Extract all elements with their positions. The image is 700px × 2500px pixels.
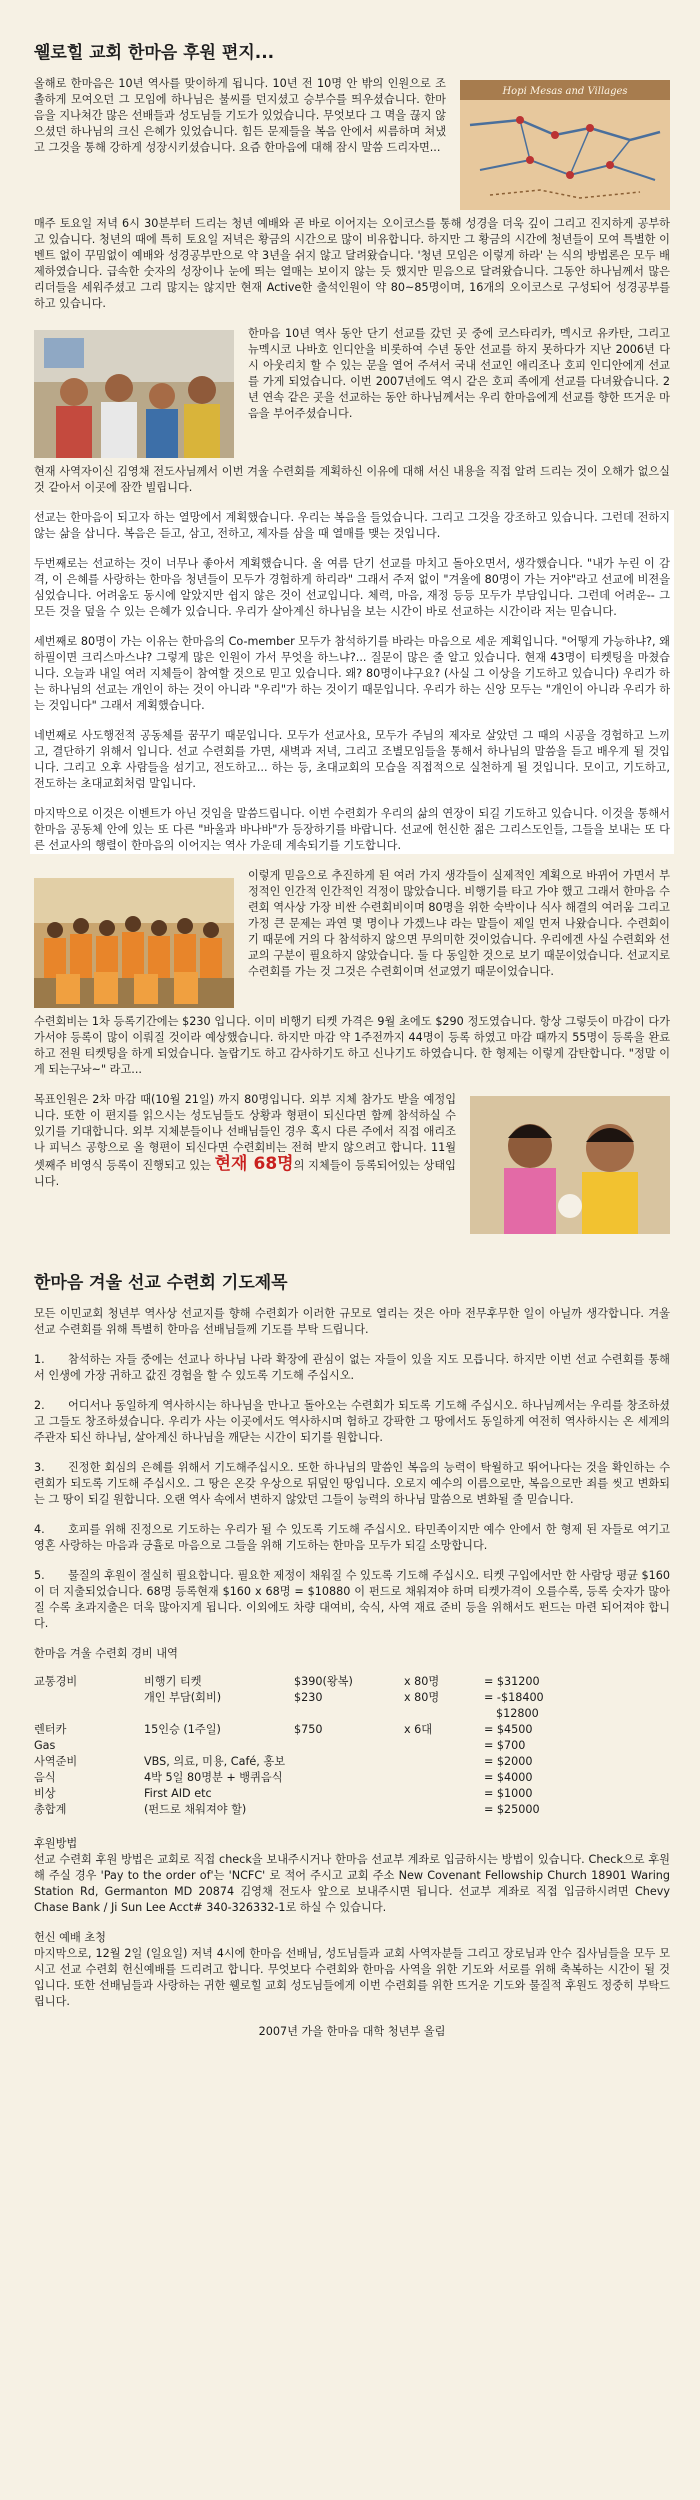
prayer-intro: 모든 이민교회 청년부 역사상 선교지를 향해 수련회가 이러한 규모로 열리는 것은 아마 전무후무한 일이 아닐까 생각합니다. 겨울 선교 수련회를 위해 특별히 한마음 선배님들께 기도를 부탁 드립니다.	[34, 1307, 670, 1336]
quote-reason-3: 세번째로 80명이 가는 이유는 한마음의 Co-member 모두가 참석하기를 바라는 마음으로 세운 계획입니다. "어떻게 가능하냐?, 왜 하필이면 크리스마스냐? 그렇게 많은 인원이 가서 무엇을 하느냐?... 질문이 많은 줄 알고 있습니다. 현재 43명이 티켓팅을 마쳤습니다. 오늘과 내일 여러 지체들이 참여할 것으로 믿고 있습니다. 왜? 80명이냐구요? (사실 그 이상을 기도하고 있습니다) 우리가 하는 하나님의 선교는 개인이 하는 것이 아니라 "우리"가 하는 것이기 때문입니다. 우리가 하는 신앙 모두는 "개인이 아니라 우리가 하는 것입니다" 그래서 계획했습니다.	[34, 635, 670, 712]
table-row: 사역준비 VBS, 의료, 미용, Café, 홍보 = $2000	[34, 1755, 533, 1768]
letter-intro-paragraph: 현재 사역자이신 김영채 전도사님께서 이번 겨울 수련회를 계획하신 이유에 대해 서신 내용을 직접 알려 드리는 것이 오해가 없으실 것 같아서 이곳에 잠깐 빌립니다.	[34, 465, 670, 494]
quote-reason-4: 네번째로 사도행전적 공동체를 꿈꾸기 때문입니다. 모두가 선교사요, 모두가 주님의 제자로 살았던 그 때의 시공을 경험하고 느끼고, 결단하기 위해서 입니다. 선교 수련회를 가면, 새벽과 저녁, 그리고 조별모임들을 통해서 하나님의 말씀을 듣고 배우게 될 것입니다. 그리고 오후 사람들을 섬기고, 전도하고... 하는 등, 초대교회의 모습을 직접적으로 실천하게 될 것입니다. 모이고, 기도하고, 전도하는 초대교회처럼 말입니다.	[34, 729, 670, 790]
quote-reason-5: 마지막으로 이것은 이벤트가 아닌 것임을 말씀드립니다. 이번 수련회가 우리의 삶의 연장이 되길 기도하고 있습니다. 이것을 통해서 한마음 공동체 안에 있는 또 다른 "바울과 바나바"가 등장하기를 바랍니다. 선교에 헌신한 젊은 그리스도인들, 그들을 보내는 또 다른 선교사의 행렬이 한마음의 이어지는 역사 가운데 계속되기를 기도합니다.	[34, 807, 670, 852]
budget-total-row: 총합계 (펀드로 채워져야 할) = $25000	[34, 1803, 540, 1816]
signature-line: 2007년 가을 한마음 대학 청년부 올림	[258, 2025, 446, 2038]
mission-history-paragraph: 한마음 10년 역사 동안 단기 선교를 갔던 곳 중에 코스타리카, 멕시코 유카탄, 그리고 뉴멕시코 나바호 인디안을 비롯하여 수년 동안 선교를 하지 못하다가 지난 2006년 다시 아웃리치 할 수 있는 문을 열어 주셔서 국내 선교인 애리조나 호피 인디안에게 선교를 가게 되었습니다. 이번 2007년에도 역시 같은 호피 족에게 선교를 다녀왔습니다. 2년 연속 같은 곳을 선교하는 동안 하나님께서는 우리 한마음에게 선교를 향한 뜨거운 마음을 부어주셨습니다.	[248, 327, 670, 420]
prayer-item: 3. 진정한 회심의 은혜를 위해서 기도해주십시오. 또한 하나님의 말씀인 복음의 능력이 탁월하고 뛰어나다는 것을 확인하는 수련회가 되도록 기도해 주십시오. 그 땅은 온갖 우상으로 뒤덮인 땅입니다. 오로지 예수의 이름으로만, 복음으로만 죄를 씻고 변화되는 그 땅이 되길 원합니다. 오랜 역사 속에서 변하지 않았던 그들이 능력의 하나님 말씀으로 변화될 줄 믿습니다.	[34, 1461, 670, 1506]
worship-text: 마지막으로, 12월 2일 (일요일) 저녁 4시에 한마음 선배님, 성도님들과 교회 사역자분들 그리고 장로님과 안수 집사님들을 모두 모시고 선교 수련회 헌신예배를 드리려고 합니다. 무엇보다 수련회와 한마음 사역을 위한 기도와 서로를 위해 축복하는 시간이 될 것입니다. 또한 선배님들과 사랑하는 귀한 웰로힐 교회 성도님들에게 이번 수련회를 위한 뜨거운 기도와 물질적 후원도 정중히 부탁드립니다.	[34, 1947, 670, 2008]
quote-reason-2: 두번째로는 선교하는 것이 너무나 좋아서 계획했습니다. 올 여름 단기 선교를 마치고 돌아오면서, 생각했습니다. "내가 누린 이 감격, 이 은혜를 사랑하는 한마음 청년들이 모두가 경험하게 하리라" 그래서 주저 없이 "겨울에 80명이 가는 거야"라고 선교에 비젼을 심었습니다. 어려움도 동시에 알았지만 쉽지 않은 것이 선교입니다. 체력, 마음, 재정 등등 모두가 부담입니다. 그런데 어려운-- 그 모든 것을 덮을 수 있는 은혜가 있습니다. 우리가 살아계신 하나님을 보는 시간이 바로 선교하는 시간이라 저는 믿습니다.	[34, 557, 670, 618]
support-title: 후원방법	[34, 1837, 78, 1850]
prayer-item: 5. 물질의 후원이 절실히 필요합니다. 필요한 제정이 채워질 수 있도록 기도해 주십시오. 티켓 구입에서만 한 사람당 평균 $160이 더 지출되었습니다. 68명 등록현재 $160 x 68명 = $10880 이 펀드로 채워져야 하며 티켓가격이 오를수록, 등록 숫자가 많아질 수록 초과지출은 더욱 많아지게 됩니다. 이외에도 차량 대여비, 숙식, 사역 재료 준비 등을 위해서도 펀드는 마련 되어져야 합니다.	[34, 1569, 670, 1630]
count-prefix: 현재	[214, 1154, 254, 1174]
table-row: 개인 부담(회비) $230 x 80명 = -$18400	[144, 1691, 544, 1704]
budget-table	[34, 1674, 574, 1818]
pastor-letter-quote	[30, 510, 674, 854]
page-title: 웰로힐 교회 한마음 후원 편지...	[34, 43, 275, 63]
prayer-section-title: 한마음 겨울 선교 수련회 기도제목	[34, 1273, 288, 1293]
worship-title: 헌신 예배 초청	[34, 1931, 106, 1944]
hopi-children-photo	[34, 330, 234, 458]
table-row: 음식 4박 5일 80명분 + 뱅퀴음식 = $4000	[34, 1771, 533, 1784]
count-suffix: 의 지체들이 등록되어있는 상태입니다.	[34, 1159, 456, 1188]
table-row: 비상 First AID etc = $1000	[34, 1787, 533, 1800]
budget-title: 한마음 겨울 수련회 경비 내역	[34, 1647, 178, 1660]
fee-paragraph: 수련회비는 1차 등록기간에는 $230 입니다. 이미 비행기 티켓 가격은 9월 초에도 $290 정도였습니다. 항상 그렇듯이 마감이 다가가서야 등록이 많이 이뤄질 것이라 예상했습니다. 하지만 마감 약 1주전까지 44명이 등록 하였고 마감 때까지 55명이 등록을 완료하고 전원 티켓팅을 하게 되었습니다. 놀랍기도 하고 감사하기도 하고 신나기도 하였습니다. 한 형제는 이렇게 감탄합니다. "정말 이게 되는구놔~" 라고...	[34, 1015, 670, 1076]
registration-text: 목표인원은 2차 마감 때(10월 21일) 까지 80명입니다. 외부 지체 참가도 받을 예정입니다. 또한 이 편지를 읽으시는 성도님들도 상황과 형편이 되신다면 함께 참석하실 수 있기를 기대합니다. 외부 지체분들이나 선배님들인 경우 혹시 다른 주에서 직접 애리조나 피닉스 공항으로 올 형편이 되신다면 수련회비는 전혀 받지 않으려고 합니다. 11월 셋째주 비영식 등록이 진행되고 있는	[34, 1093, 456, 1172]
registration-count	[215, 1154, 294, 1174]
map-label: Hopi Mesas and Villages	[502, 86, 628, 97]
table-row: 렌터카 15인승 (1주일) $750 x 6대 = $4500	[34, 1723, 533, 1736]
intro-paragraph: 올해로 한마음은 10년 역사를 맞이하게 됩니다. 10년 전 10명 안 밖의 인원으로 조촐하게 모여오던 그 모임에 하나님은 불씨를 던지셨고 승부수를 띄우셨습니다. 한마음을 지나쳐간 많은 선배들과 성도님들 기도가 있었습니다. 무엇보다 그 멱을 끊지 않으셨던 하나님의 크신 은혜가 있었습니다. 힘든 문제들을 복음 안에서 씨름하며 쳐냈고 그것을 통해 강하게 성장시키셨습니다. 요즘 한마음에 대해 잠시 말씀 드리자면...	[34, 77, 446, 154]
quote-reason-1: 선교는 한마음이 되고자 하는 열망에서 계획했습니다. 우리는 복음을 들었습니다. 그리고 그것을 강조하고 있습니다. 그런데 전하지 않는 삶을 삽니다. 복음은 듣고, 삼고, 전하고, 제자를 삼을 때 열매를 맺는 것입니다.	[34, 511, 670, 540]
saturday-worship-paragraph: 매주 토요일 저녁 6시 30분부터 드리는 청년 예배와 곧 바로 이어지는 오이코스를 통해 성경을 더욱 깊이 그리고 진지하게 공부하고 있습니다. 청년의 때에 특히 토요일 저녁은 황금의 시간으로 많이 비유합니다. 하지만 그 황금의 시간에 청년들이 모여 특별한 이벤트 없이 꾸밈없이 예배와 성경공부만으로 약 3년을 쉬지 않고 달려왔습니다. '청년 모임은 이렇게 하라' 는 식의 방법론은 모두 배제하였습니다. 급속한 숫자의 성장이나 눈에 띄는 열매는 보이지 않는 듯 했지만 믿음으로 달려왔습니다. 그동안 하나님께서 많은 리더들을 세워주셨고 그리 많지는 않지만 현재 Active한 출석인원이 약 80~85명이며, 16개의 오이코스로 구성되어 성경공부를 하고 있습니다.	[34, 217, 670, 310]
group-photo	[34, 878, 234, 1008]
table-row: $12800	[496, 1707, 539, 1720]
hopi-map-image	[460, 80, 670, 210]
prayer-list	[34, 1352, 670, 1632]
table-row: 교통경비 비행기 티켓 $390(왕복) x 80명 = $31200	[34, 1675, 540, 1688]
prayer-item: 2. 어디서나 동일하게 역사하시는 하나님을 만나고 돌아오는 수련회가 되도록 기도해 주십시오. 하나님께서는 우리를 창조하셨고 그들도 창조하셨습니다. 우리가 사는 이곳에서도 역사하시며 험하고 강팍한 그 땅에서도 동일하게 여전히 역사하시는 온 세계의 주관자 되신 하나님, 살아계신 하나님을 깨닫는 시간이 되기를 원합니다.	[34, 1399, 670, 1444]
children-photo	[470, 1096, 670, 1234]
prayer-item: 4. 호피를 위해 진정으로 기도하는 우리가 될 수 있도록 기도해 주십시오. 타민족이지만 예수 안에서 한 형제 된 자들로 여기고 영혼 사랑하는 마음과 긍휼로 마음으로 그들을 위해 기도하는 한마음 모두가 되길 소망합니다.	[34, 1523, 670, 1552]
prayer-item: 1. 참석하는 자들 중에는 선교나 하나님 나라 확장에 관심이 없는 자들이 있을 지도 모릅니다. 하지만 이번 선교 수련회를 통해서 인생에 가장 귀하고 값진 경험을 할 수 있도록 기도해 주십시오.	[34, 1353, 670, 1382]
support-text: 선교 수련회 후원 방법은 교회로 직접 check을 보내주시거나 한마음 선교부 계좌로 입금하시는 방법이 있습니다. Check으로 후원해 주실 경우 'Pay to the order of'는 'NCFC' 로 적어 주시고 교회 주소 New Covenant Fellowship Church 18901 Waring Station Rd, Germanton MD 20874 김영채 전도사 앞으로 보내주시면 됩니다. 선교부 계좌로 직접 입금하시려면 Chevy Chase Bank / Ji Sun Lee Acct# 340-326332-1로 하실 수 있습니다.	[34, 1853, 670, 1914]
planning-paragraph: 이렇게 믿음으로 추진하게 된 여러 가지 생각들이 실제적인 계획으로 바뀌어 가면서 부정적인 인간적 인간적인 걱정이 많았습니다. 비행기를 타고 가야 했고 그래서 한마음 수련회 역사상 가장 비싼 수련회비이며 80명을 위한 숙박이나 식사 해결의 여러움 그리고 가정 큰 문제는 과연 몇 명이나 가겠느냐 라는 말들이 제일 먼저 나왔습니다. 수련회이기 때문에 거의 다 참석하지 않으면 무의미한 것이었습니다. 우리에겐 사실 수련회와 선교의 구분이 필요하지 않았습니다. 둘 다 동일한 것으로 보기 때문이었습니다. 선교지로 수련회를 가는 것 그것은 수련회이며 선교였기 때문이었습니다.	[248, 869, 670, 978]
count-value: 68명	[253, 1154, 294, 1174]
table-row: Gas = $700	[34, 1739, 526, 1752]
